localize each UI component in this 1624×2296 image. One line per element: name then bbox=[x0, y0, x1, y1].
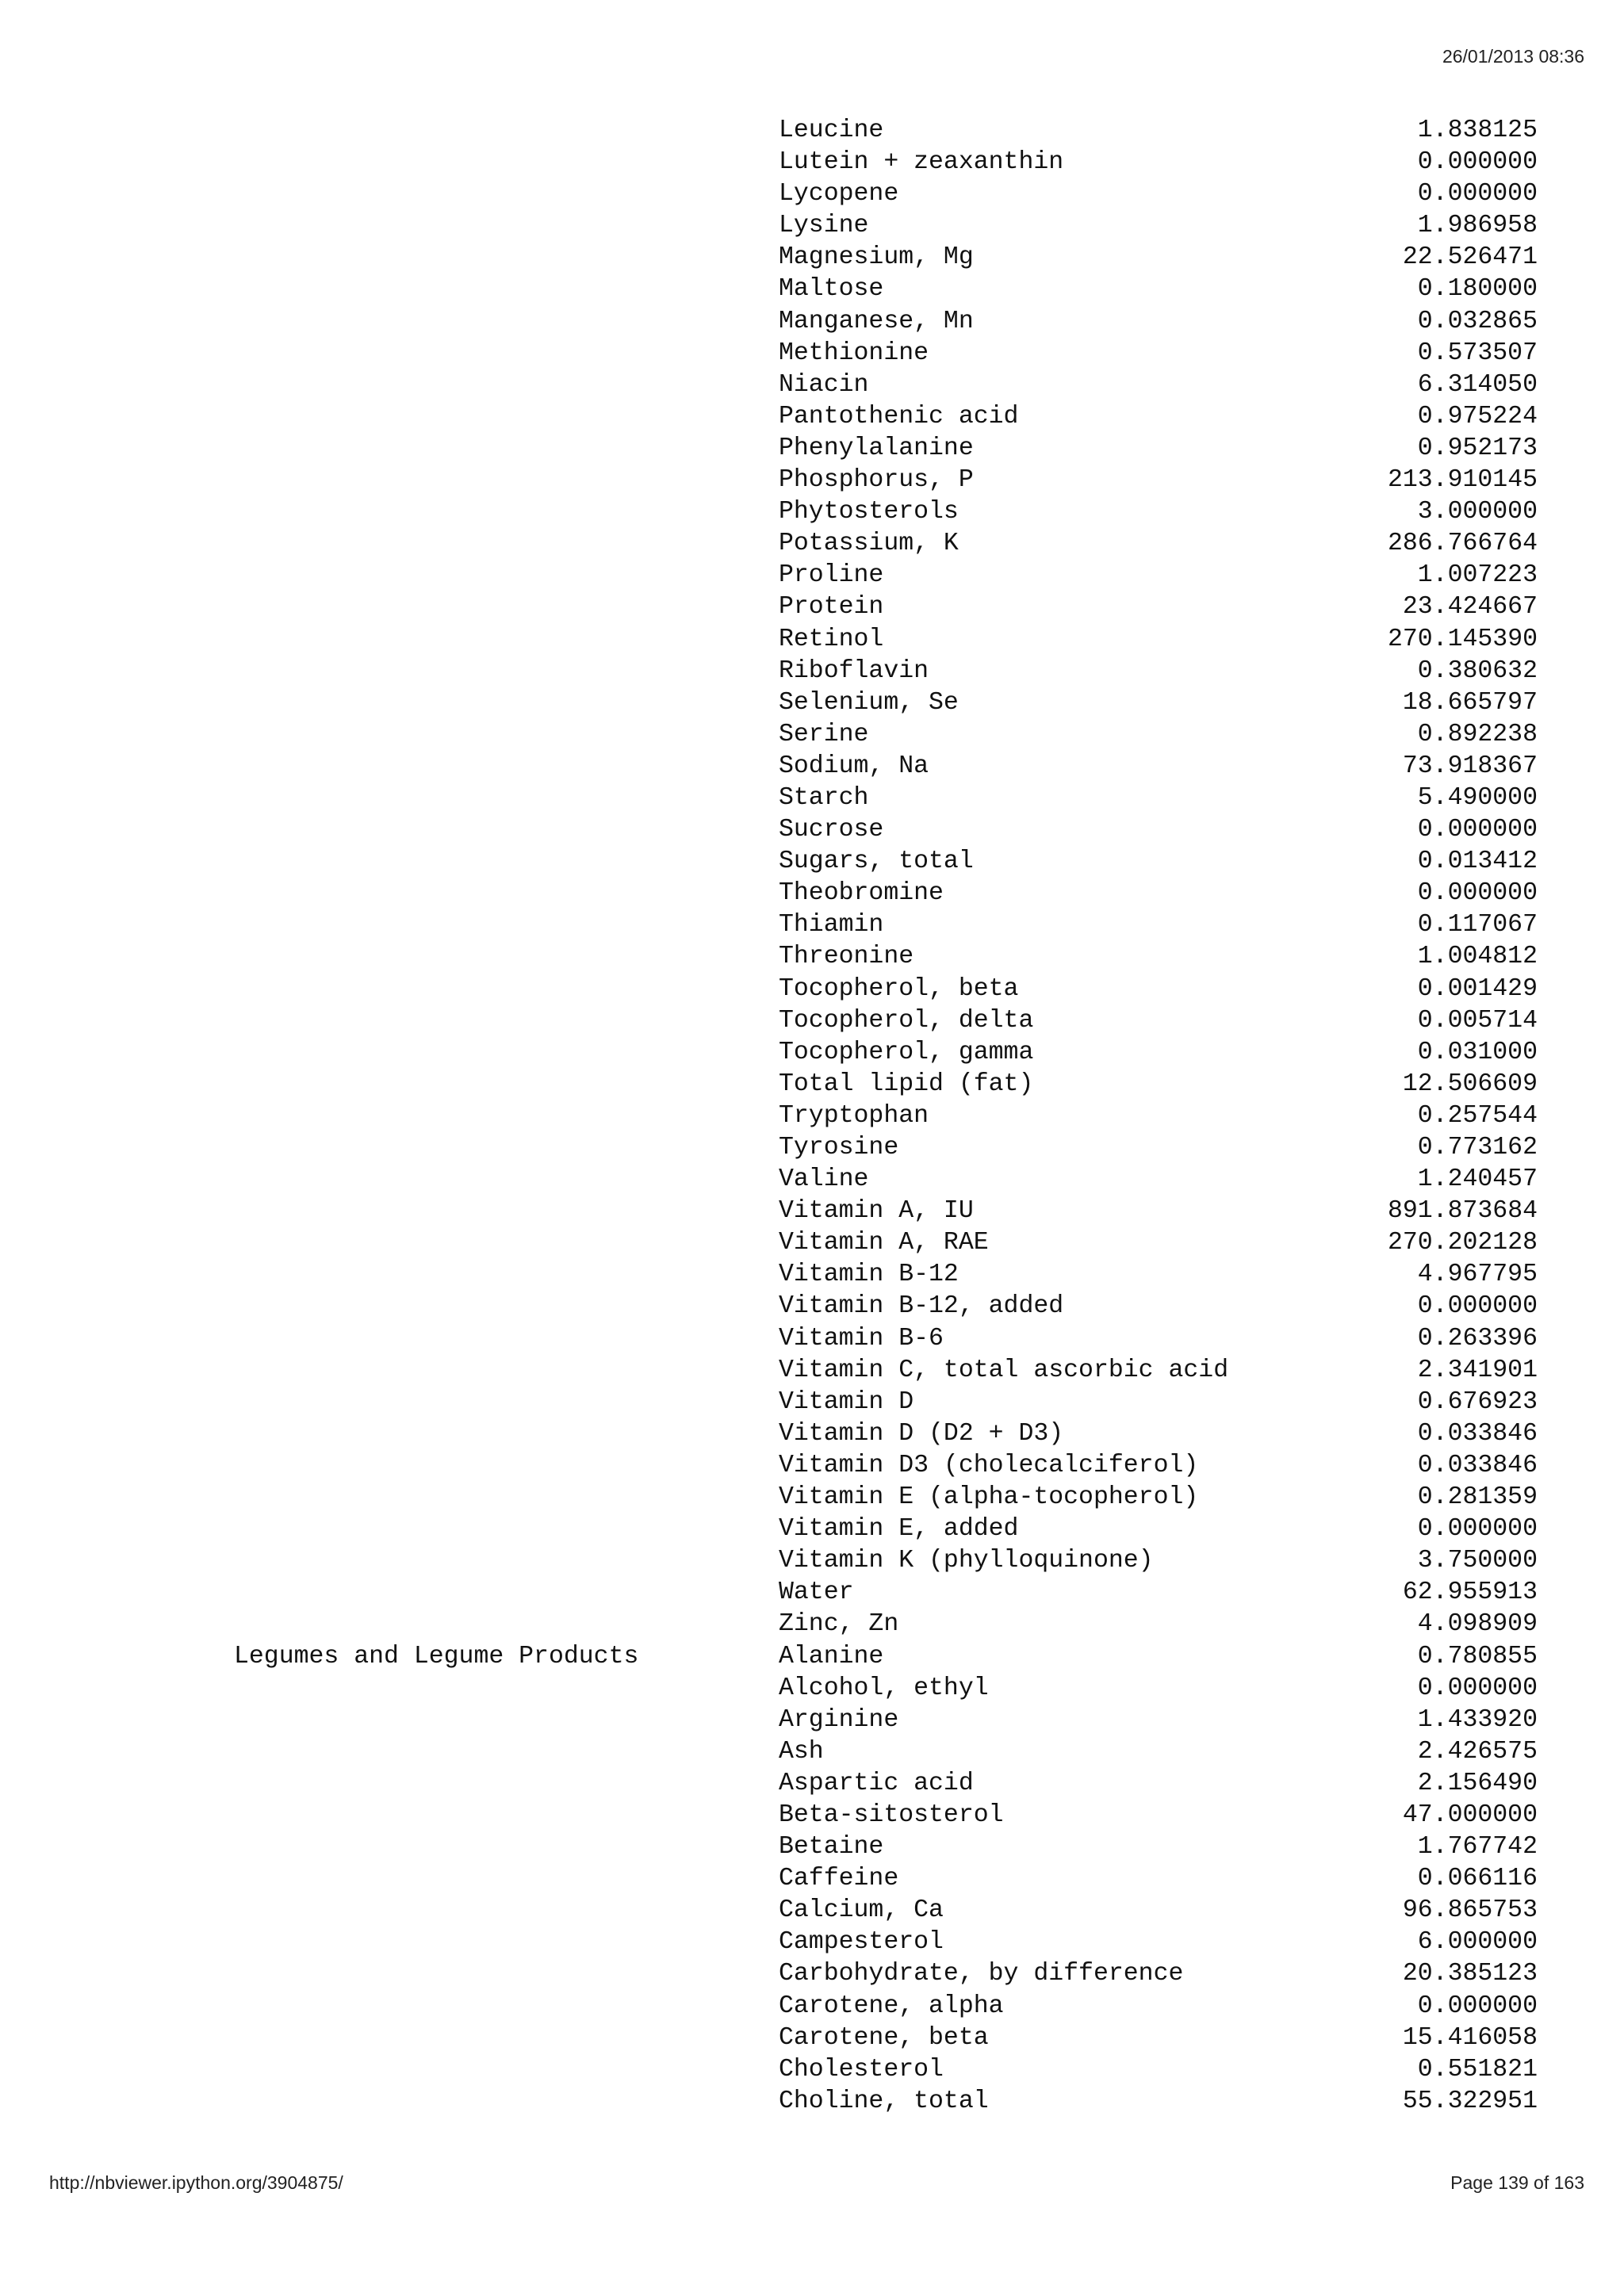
value-cell: 270.202128 bbox=[1387, 1229, 1538, 1257]
value-cell: 0.573507 bbox=[1417, 339, 1538, 367]
value-cell: 0.000000 bbox=[1417, 1674, 1538, 1702]
nutrient-cell: Alanine bbox=[779, 1642, 884, 1670]
nutrient-cell: Tocopherol, gamma bbox=[779, 1038, 1034, 1066]
value-cell: 3.000000 bbox=[1417, 498, 1538, 526]
nutrient-cell: Caffeine bbox=[779, 1865, 899, 1893]
value-cell: 1.838125 bbox=[1417, 117, 1538, 144]
table-row bbox=[0, 2086, 1624, 2118]
table-row bbox=[0, 1069, 1624, 1100]
table-row bbox=[0, 147, 1624, 178]
table-row bbox=[0, 306, 1624, 338]
value-cell: 1.004812 bbox=[1417, 943, 1538, 971]
nutrient-cell: Potassium, K bbox=[779, 530, 959, 558]
value-cell: 1.433920 bbox=[1417, 1705, 1538, 1734]
value-cell: 15.416058 bbox=[1402, 2023, 1538, 2052]
nutrient-cell: Retinol bbox=[779, 625, 884, 653]
value-cell: 73.918367 bbox=[1402, 752, 1538, 780]
nutrient-cell: Tryptophan bbox=[779, 1101, 929, 1130]
table-row bbox=[0, 1100, 1624, 1132]
value-cell: 0.263396 bbox=[1417, 1324, 1538, 1353]
table-row bbox=[0, 1418, 1624, 1450]
table-row bbox=[0, 1927, 1624, 1958]
value-cell: 18.665797 bbox=[1402, 688, 1538, 717]
value-cell: 0.001429 bbox=[1417, 974, 1538, 1003]
table-row bbox=[0, 1831, 1624, 1863]
nutrient-table bbox=[0, 115, 1624, 2118]
value-cell: 2.341901 bbox=[1417, 1356, 1538, 1384]
table-row bbox=[0, 274, 1624, 305]
page-number: Page 139 of 163 bbox=[1450, 2172, 1584, 2193]
nutrient-cell: Magnesium, Mg bbox=[779, 243, 974, 272]
value-cell: 0.551821 bbox=[1417, 2055, 1538, 2084]
nutrient-cell: Carotene, alpha bbox=[779, 1992, 1004, 2020]
table-row bbox=[0, 465, 1624, 496]
table-row bbox=[0, 1513, 1624, 1545]
table-row bbox=[0, 2054, 1624, 2086]
table-row bbox=[0, 2022, 1624, 2054]
nutrient-cell: Carotene, beta bbox=[779, 2023, 989, 2052]
value-cell: 0.033846 bbox=[1417, 1419, 1538, 1448]
value-cell: 0.281359 bbox=[1417, 1483, 1538, 1512]
table-row bbox=[0, 1991, 1624, 2022]
nutrient-cell: Aspartic acid bbox=[779, 1769, 974, 1797]
value-cell: 0.033846 bbox=[1417, 1451, 1538, 1479]
nutrient-cell: Sucrose bbox=[779, 816, 884, 844]
value-cell: 0.013412 bbox=[1417, 848, 1538, 876]
nutrient-cell: Methionine bbox=[779, 339, 929, 367]
value-cell: 6.314050 bbox=[1417, 370, 1538, 399]
nutrient-cell: Tocopherol, delta bbox=[779, 1006, 1034, 1035]
value-cell: 0.773162 bbox=[1417, 1134, 1538, 1161]
nutrient-cell: Manganese, Mn bbox=[779, 307, 974, 335]
nutrient-cell: Alcohol, ethyl bbox=[779, 1674, 989, 1702]
value-cell: 270.145390 bbox=[1387, 625, 1538, 653]
table-row bbox=[0, 591, 1624, 623]
nutrient-cell: Valine bbox=[779, 1165, 869, 1194]
value-cell: 0.892238 bbox=[1417, 720, 1538, 748]
table-row bbox=[0, 401, 1624, 433]
nutrient-cell: Riboflavin bbox=[779, 656, 929, 685]
value-cell: 4.098909 bbox=[1417, 1610, 1538, 1639]
nutrient-cell: Serine bbox=[779, 720, 869, 748]
nutrient-cell: Zinc, Zn bbox=[779, 1610, 899, 1639]
nutrient-cell: Arginine bbox=[779, 1705, 899, 1734]
value-cell: 4.967795 bbox=[1417, 1261, 1538, 1289]
table-row bbox=[0, 1641, 1624, 1673]
nutrient-cell: Vitamin C, total ascorbic acid bbox=[779, 1356, 1229, 1384]
table-row bbox=[0, 1132, 1624, 1164]
value-cell: 0.000000 bbox=[1417, 1992, 1538, 2020]
value-cell: 0.000000 bbox=[1417, 816, 1538, 844]
footer-url[interactable]: http://nbviewer.ipython.org/3904875/ bbox=[49, 2172, 343, 2193]
table-row bbox=[0, 1863, 1624, 1895]
nutrient-cell: Betaine bbox=[779, 1833, 884, 1862]
table-row bbox=[0, 1800, 1624, 1831]
nutrient-cell: Total lipid (fat) bbox=[779, 1070, 1034, 1098]
nutrient-cell: Phytosterols bbox=[779, 498, 959, 526]
table-row bbox=[0, 528, 1624, 560]
nutrient-cell: Vitamin D3 (cholecalciferol) bbox=[779, 1451, 1199, 1479]
table-row bbox=[0, 496, 1624, 528]
table-row bbox=[0, 1355, 1624, 1387]
nutrient-cell: Vitamin B-12 bbox=[779, 1261, 959, 1289]
nutrient-cell: Choline, total bbox=[779, 2087, 989, 2115]
nutrient-cell: Lycopene bbox=[779, 180, 899, 209]
value-cell: 1.007223 bbox=[1417, 561, 1538, 590]
value-cell: 891.873684 bbox=[1387, 1197, 1538, 1226]
nutrient-cell: Tyrosine bbox=[779, 1134, 899, 1161]
value-cell: 0.031000 bbox=[1417, 1038, 1538, 1066]
nutrient-cell: Niacin bbox=[779, 370, 869, 399]
value-cell: 12.506609 bbox=[1402, 1070, 1538, 1098]
nutrient-cell: Sodium, Na bbox=[779, 752, 929, 780]
value-cell: 0.180000 bbox=[1417, 275, 1538, 304]
value-cell: 0.975224 bbox=[1417, 402, 1538, 430]
value-cell: 0.676923 bbox=[1417, 1387, 1538, 1416]
nutrient-cell: Protein bbox=[779, 593, 884, 622]
nutrient-cell: Vitamin B-6 bbox=[779, 1324, 944, 1353]
nutrient-cell: Vitamin K (phylloquinone) bbox=[779, 1547, 1154, 1575]
value-cell: 213.910145 bbox=[1387, 466, 1538, 495]
table-row bbox=[0, 1164, 1624, 1196]
table-row bbox=[0, 1005, 1624, 1037]
value-cell: 1.240457 bbox=[1417, 1165, 1538, 1194]
nutrient-cell: Phenylalanine bbox=[779, 434, 974, 462]
table-row bbox=[0, 1482, 1624, 1513]
table-row bbox=[0, 1196, 1624, 1227]
nutrient-cell: Starch bbox=[779, 783, 869, 812]
nutrient-cell: Pantothenic acid bbox=[779, 402, 1019, 430]
value-cell: 0.032865 bbox=[1417, 307, 1538, 335]
table-row bbox=[0, 941, 1624, 973]
table-row bbox=[0, 719, 1624, 751]
table-row bbox=[0, 1323, 1624, 1355]
nutrient-cell: Selenium, Se bbox=[779, 688, 959, 717]
table-row bbox=[0, 1768, 1624, 1800]
nutrient-cell: Sugars, total bbox=[779, 848, 974, 876]
table-row bbox=[0, 210, 1624, 242]
table-row bbox=[0, 783, 1624, 814]
nutrient-cell: Calcium, Ca bbox=[779, 1896, 944, 1925]
table-row bbox=[0, 1227, 1624, 1259]
table-row bbox=[0, 878, 1624, 909]
nutrient-cell: Maltose bbox=[779, 275, 884, 304]
nutrient-cell: Proline bbox=[779, 561, 884, 590]
nutrient-cell: Water bbox=[779, 1578, 854, 1607]
value-cell: 0.000000 bbox=[1417, 1292, 1538, 1321]
table-row bbox=[0, 1545, 1624, 1577]
value-cell: 1.986958 bbox=[1417, 212, 1538, 240]
table-row bbox=[0, 846, 1624, 878]
table-row bbox=[0, 242, 1624, 274]
table-row bbox=[0, 1037, 1624, 1069]
nutrient-cell: Lysine bbox=[779, 212, 869, 240]
nutrient-cell: Carbohydrate, by difference bbox=[779, 1960, 1184, 1988]
print-timestamp: 26/01/2013 08:36 bbox=[1442, 46, 1584, 67]
value-cell: 0.000000 bbox=[1417, 180, 1538, 209]
value-cell: 0.005714 bbox=[1417, 1006, 1538, 1035]
nutrient-cell: Vitamin E, added bbox=[779, 1515, 1019, 1544]
value-cell: 0.000000 bbox=[1417, 879, 1538, 908]
nutrient-cell: Thiamin bbox=[779, 911, 884, 939]
value-cell: 0.117067 bbox=[1417, 911, 1538, 939]
nutrient-cell: Threonine bbox=[779, 943, 914, 971]
value-cell: 62.955913 bbox=[1402, 1578, 1538, 1607]
nutrient-cell: Vitamin A, RAE bbox=[779, 1229, 989, 1257]
table-row bbox=[0, 1450, 1624, 1482]
table-row bbox=[0, 1895, 1624, 1927]
table-row bbox=[0, 1387, 1624, 1418]
table-row bbox=[0, 369, 1624, 401]
value-cell: 5.490000 bbox=[1417, 783, 1538, 812]
table-row bbox=[0, 687, 1624, 719]
table-row bbox=[0, 974, 1624, 1005]
table-row bbox=[0, 1705, 1624, 1736]
value-cell: 0.780855 bbox=[1417, 1642, 1538, 1670]
value-cell: 23.424667 bbox=[1402, 593, 1538, 622]
nutrient-cell: Vitamin B-12, added bbox=[779, 1292, 1064, 1321]
nutrient-cell: Ash bbox=[779, 1737, 824, 1766]
table-row bbox=[0, 338, 1624, 369]
table-row bbox=[0, 1736, 1624, 1768]
nutrient-cell: Phosphorus, P bbox=[779, 466, 974, 495]
nutrient-cell: Vitamin A, IU bbox=[779, 1197, 974, 1226]
table-row bbox=[0, 1577, 1624, 1609]
value-cell: 0.380632 bbox=[1417, 656, 1538, 685]
value-cell: 0.066116 bbox=[1417, 1865, 1538, 1893]
table-row bbox=[0, 1609, 1624, 1640]
nutrient-cell: Campesterol bbox=[779, 1928, 944, 1957]
nutrient-cell: Beta-sitosterol bbox=[779, 1800, 1004, 1829]
value-cell: 20.385123 bbox=[1402, 1960, 1538, 1988]
value-cell: 55.322951 bbox=[1402, 2087, 1538, 2115]
table-row bbox=[0, 115, 1624, 147]
nutrient-cell: Vitamin D bbox=[779, 1387, 914, 1416]
value-cell: 3.750000 bbox=[1417, 1547, 1538, 1575]
nutrient-cell: Vitamin E (alpha-tocopherol) bbox=[779, 1483, 1199, 1512]
table-row bbox=[0, 814, 1624, 846]
value-cell: 6.000000 bbox=[1417, 1928, 1538, 1957]
nutrient-cell: Lutein + zeaxanthin bbox=[779, 148, 1064, 177]
table-row bbox=[0, 178, 1624, 210]
value-cell: 286.766764 bbox=[1387, 530, 1538, 558]
table-row bbox=[0, 1291, 1624, 1322]
value-cell: 0.000000 bbox=[1417, 1515, 1538, 1544]
value-cell: 47.000000 bbox=[1402, 1800, 1538, 1829]
value-cell: 1.767742 bbox=[1417, 1833, 1538, 1862]
value-cell: 0.257544 bbox=[1417, 1101, 1538, 1130]
value-cell: 96.865753 bbox=[1402, 1896, 1538, 1925]
nutrient-cell: Theobromine bbox=[779, 879, 944, 908]
table-row bbox=[0, 656, 1624, 687]
table-row bbox=[0, 433, 1624, 465]
value-cell: 2.426575 bbox=[1417, 1737, 1538, 1766]
table-row bbox=[0, 909, 1624, 941]
value-cell: 0.000000 bbox=[1417, 148, 1538, 177]
nutrient-cell: Vitamin D (D2 + D3) bbox=[779, 1419, 1064, 1448]
table-row bbox=[0, 1259, 1624, 1291]
nutrient-cell: Cholesterol bbox=[779, 2055, 944, 2084]
nutrient-cell: Leucine bbox=[779, 117, 884, 144]
table-row bbox=[0, 560, 1624, 591]
category-cell: Legumes and Legume Products bbox=[234, 1642, 639, 1670]
nutrient-cell: Tocopherol, beta bbox=[779, 974, 1019, 1003]
table-row bbox=[0, 624, 1624, 656]
table-row bbox=[0, 751, 1624, 783]
value-cell: 22.526471 bbox=[1402, 243, 1538, 272]
table-row bbox=[0, 1673, 1624, 1705]
value-cell: 2.156490 bbox=[1417, 1769, 1538, 1797]
table-row bbox=[0, 1958, 1624, 1990]
value-cell: 0.952173 bbox=[1417, 434, 1538, 462]
